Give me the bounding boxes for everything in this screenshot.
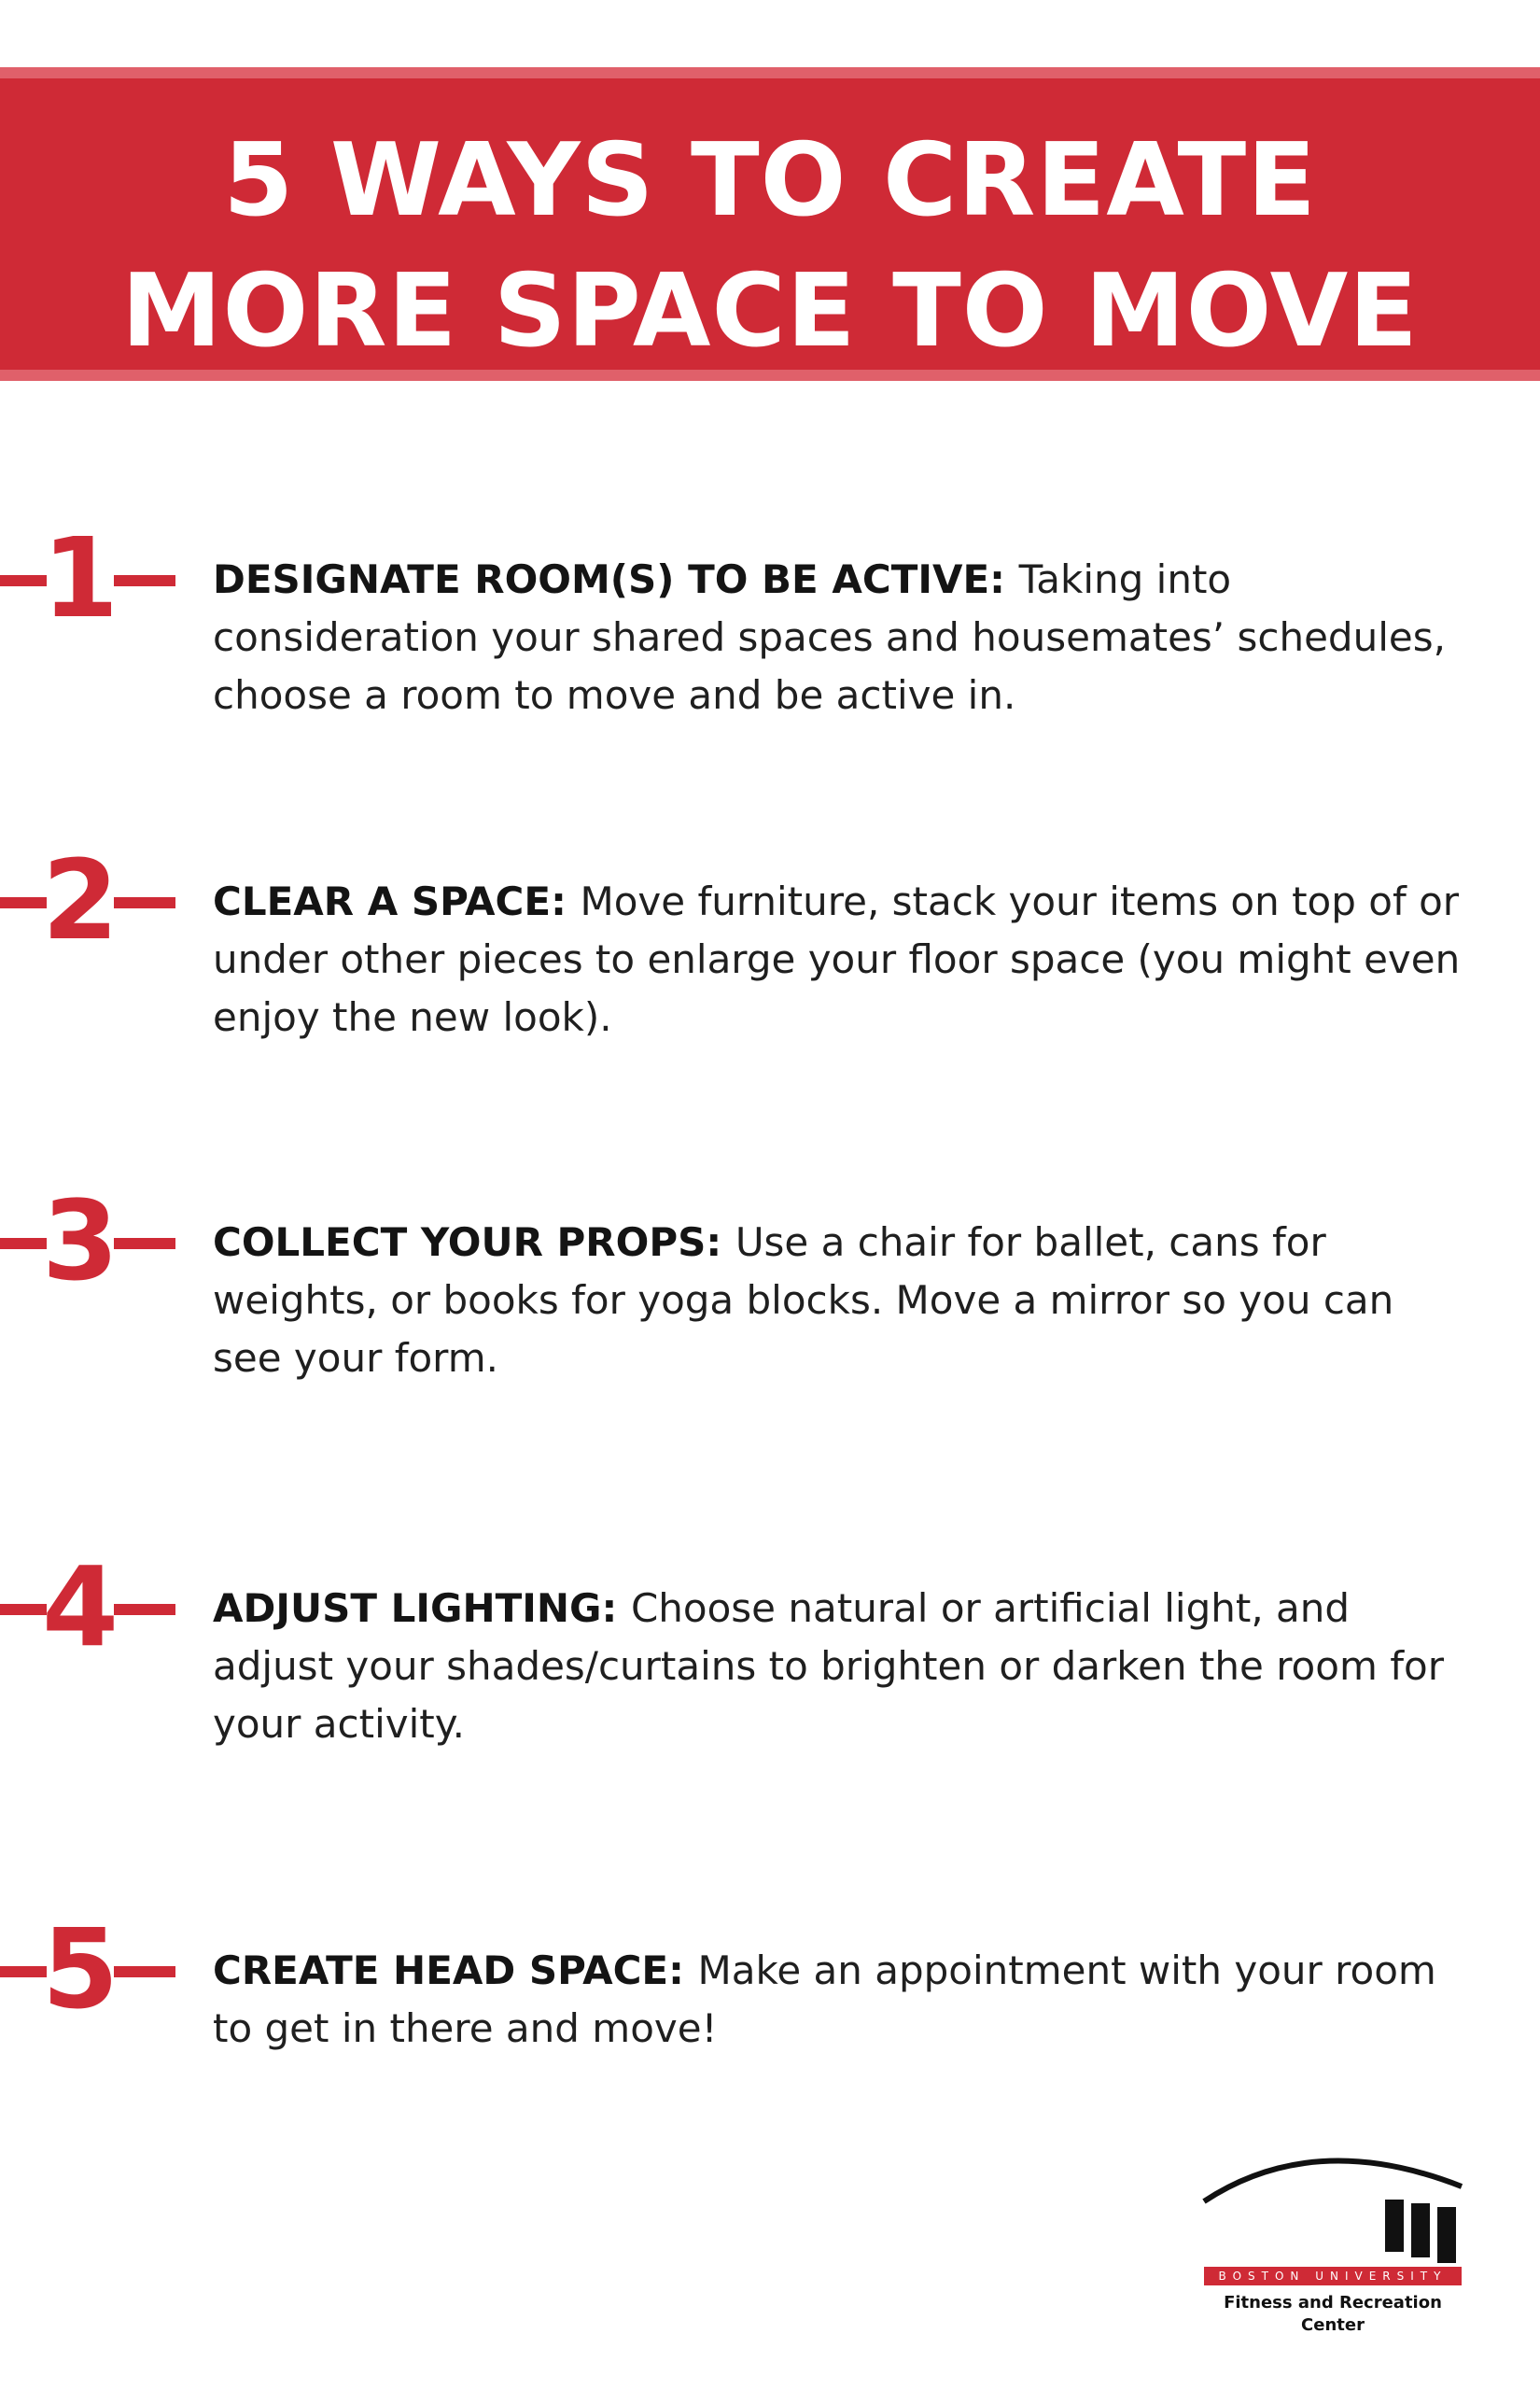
tip-body: Choose natural or artificial light, and adjust your shades/curtains to brighten or darken the room for your activity.	[213, 1585, 1444, 1747]
tip-heading: DESIGNATE ROOM(S) TO BE ACTIVE:	[213, 556, 1019, 602]
tip-number-badge	[0, 1905, 177, 2035]
tip-body: Taking into consideration your shared spaces and housemates’ schedules, choose a room to move and be active in.	[213, 556, 1446, 718]
tip-body: Move furniture, stack your items on top of or under other pieces to enlarge your floor space (you might even enjoy the new look).	[213, 879, 1461, 1040]
tip-item-2	[0, 836, 1540, 1041]
number-rule-left	[0, 575, 47, 586]
tip-number-badge	[0, 1542, 177, 1673]
tip-text	[213, 873, 1463, 1047]
tip-item-4	[0, 1542, 1540, 1748]
tip-item-5	[0, 1905, 1540, 2110]
tip-body: Use a chair for ballet, cans for weights, or books for yoga blocks. Move a mirror so you can see your form.	[213, 1219, 1394, 1381]
tip-heading: CLEAR A SPACE:	[213, 879, 581, 924]
title-line-1: 5 WAYS TO CREATE	[223, 122, 1317, 239]
page-title	[0, 116, 1540, 377]
tip-text	[213, 1580, 1463, 1753]
tip-heading: ADJUST LIGHTING:	[213, 1585, 631, 1631]
logo-university-band: BOSTON UNIVERSITY	[1204, 2267, 1462, 2285]
tip-number: 3	[41, 1176, 119, 1305]
tip-number-badge	[0, 836, 177, 966]
number-rule-right	[114, 575, 175, 586]
building-arch-icon	[1202, 2147, 1473, 2269]
tip-number: 4	[41, 1542, 119, 1671]
number-rule-left	[0, 1604, 47, 1615]
number-rule-right	[114, 1604, 175, 1615]
tip-item-1	[0, 513, 1540, 719]
bu-fitconrec-logo	[1202, 2147, 1473, 2335]
tip-number-badge	[0, 513, 177, 644]
number-rule-left	[0, 1238, 47, 1249]
tip-heading: CREATE HEAD SPACE:	[213, 1947, 698, 1993]
logo-center-name: Fitness and Recreation Center	[1224, 2293, 1442, 2335]
tip-text	[213, 1214, 1463, 1387]
number-rule-left	[0, 897, 47, 908]
number-rule-left	[0, 1966, 47, 1977]
tip-number-badge	[0, 1176, 177, 1307]
number-rule-right	[114, 1238, 175, 1249]
tip-body: Make an appointment with your room to get in there and move!	[213, 1947, 1436, 2051]
tip-text	[213, 1942, 1463, 2058]
tip-number: 5	[41, 1905, 119, 2033]
tip-number: 2	[41, 836, 119, 964]
tip-heading: COLLECT YOUR PROPS:	[213, 1219, 735, 1265]
number-rule-right	[114, 1966, 175, 1977]
tip-number: 1	[41, 513, 119, 642]
title-banner	[0, 67, 1540, 381]
title-line-2: MORE SPACE TO MOVE	[121, 253, 1419, 370]
tip-text	[213, 551, 1463, 724]
tip-item-3	[0, 1176, 1540, 1382]
number-rule-right	[114, 897, 175, 908]
